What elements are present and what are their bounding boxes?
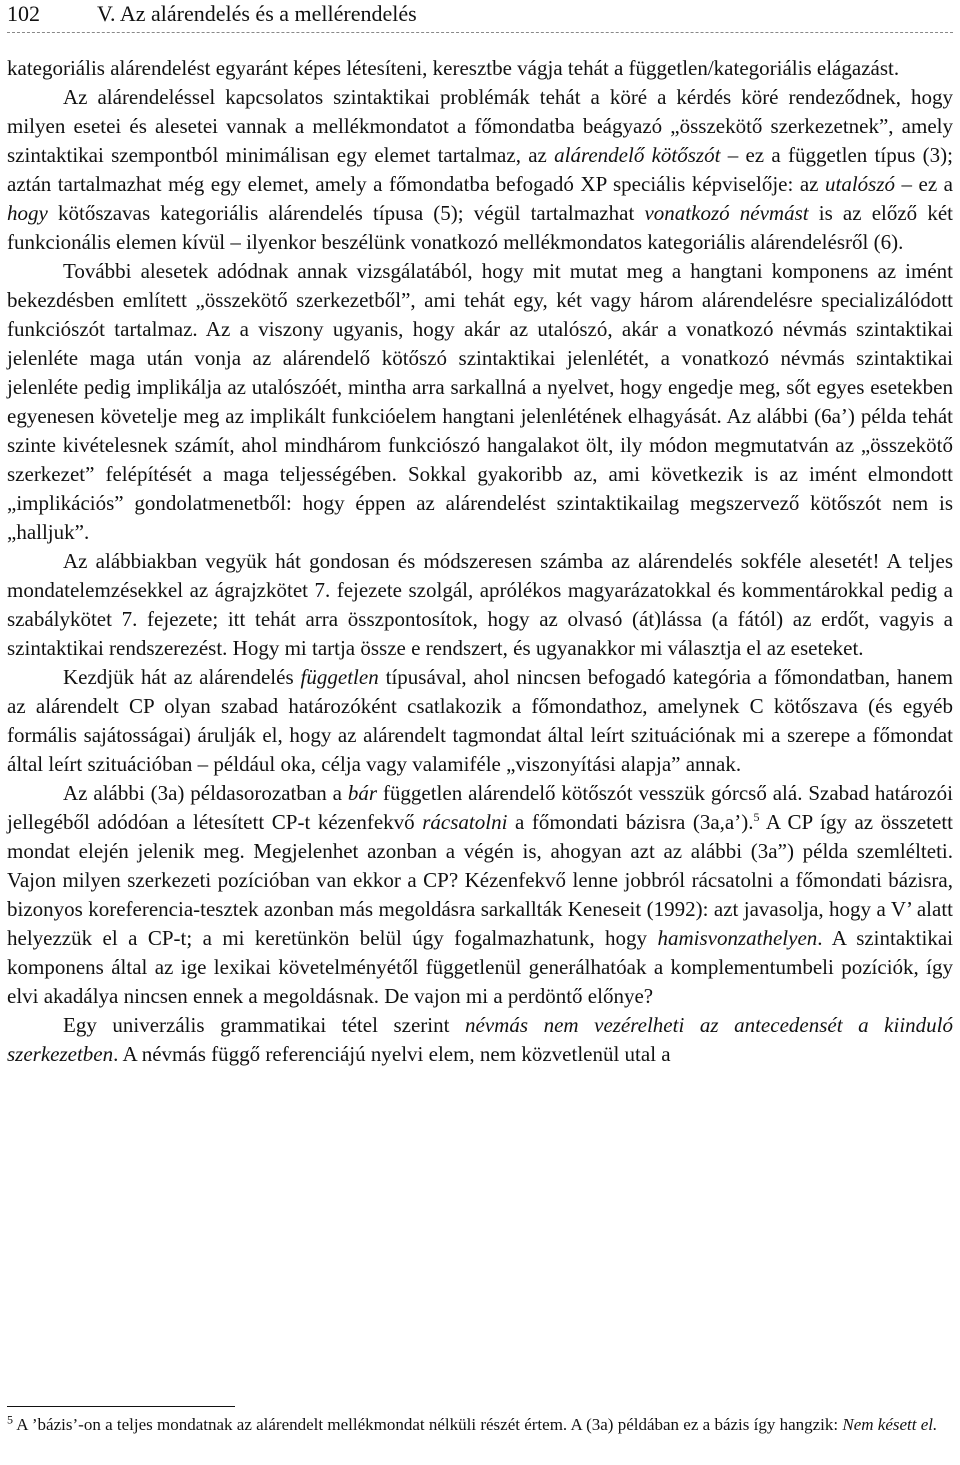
text-run: is az előző két funkcionális elemen kívül – ilyenkor beszélünk vonatkozó mellékmondatos kategoriális alárendelésről (6). <box>7 201 953 254</box>
text-run: Kezdjük hát az alárendelés <box>63 665 301 689</box>
paragraph <box>7 547 953 663</box>
paragraph <box>7 663 953 779</box>
italic-term: Nem késett el. <box>842 1415 938 1434</box>
italic-term: vonatkozó névmást <box>644 201 809 225</box>
italic-term: rácsatolni <box>422 810 508 834</box>
text-run: – ez a <box>895 172 953 196</box>
text-run: típusával, ahol nincsen befogadó kategória a főmondatban, hanem az alárendelt CP olyan szabad határozóként csatlakozik a főmondathoz, amelynek C kötőszava (és egyéb formális sajátosságai) árulják el, hogy az alárendelt tagmondat által leírt szituációnak mi a szerepe a főmondat által leírt szituációban – például oka, célja vagy valamiféle „viszonyítási alapja” annak. <box>7 665 953 776</box>
italic-term: független <box>300 665 379 689</box>
header-rule <box>7 32 953 33</box>
page-body <box>7 54 953 1069</box>
paragraph <box>7 1011 953 1069</box>
footnote-rule <box>7 1406 235 1407</box>
italic-term: hogy <box>7 201 48 225</box>
text-run: A CP így az összetett mondat elején jelenik meg. Megjelenhet azonban a végén is, ahogyan azt az alábbi (3a”) példa szemlélteti. Vajon milyen szerkezeti pozícióban van ekkor a CP? Kézenfekvő lenne jobbról rácsatolni a főmondati bázisra, bizonyos koreferencia-tesztek azonban más megoldásra sarkallták Keneseit (1992): azt javasolja, hogy a V’ alatt helyezzük el a CP-t; a mi keretünkön belül úgy fogalmazhatunk, hogy <box>7 810 953 950</box>
paragraph <box>7 83 953 257</box>
text-run: . A névmás függő referenciájú nyelvi elem, nem közvetlenül utal a <box>113 1042 671 1066</box>
chapter-title: V. Az alárendelés és a mellérendelés <box>97 1 417 26</box>
footnote-marker: 5 <box>7 1412 13 1427</box>
paragraph <box>7 779 953 1011</box>
text-run: Az alárendeléssel kapcsolatos szintaktikai problémák tehát a köré a kérdés köré rendeződnek, hogy milyen esetei és alesetei vannak a mellékmondatot a főmondatba beágyazó „összekötő szerkezetnek”, amely szintaktikai szempontból minimálisan egy elemet tartalmaz, az <box>7 85 953 167</box>
footnote-reference[interactable]: 5 <box>753 810 760 824</box>
text-run: kötőszavas kategoriális alárendelés típusa (5); végül tartalmazhat <box>47 201 645 225</box>
text-run: Egy univerzális grammatikai tétel szerint <box>63 1013 466 1037</box>
page-number: 102 <box>7 1 40 26</box>
text-run: a főmondati bázisra (3a,a’). <box>507 810 754 834</box>
paragraph <box>7 54 953 83</box>
text-run: független alárendelő kötőszót vesszük górcső alá. Szabad határozói jellegéből adódóan a létesített CP-t kézenfekvő <box>7 781 953 834</box>
italic-term: névmás nem vezérelheti az antecedensét a kiinduló szerkezetben <box>7 1013 953 1066</box>
text-run: . A szintaktikai komponens által az ige lexikai követelményétől függetlenül generálhatóak a komplementumbeli pozíciók, így elvi akadálya nincsen ennek a megoldásnak. De vajon mi a perdöntő előnye? <box>7 926 953 1008</box>
text-run: Az alábbi (3a) példasorozatban a <box>63 781 348 805</box>
page-header <box>7 0 953 34</box>
text-run: Az alábbiakban vegyük hát gondosan és módszeresen számba az alárendelés sokféle alesetét! A teljes mondatelemzésekkel az ágrajzkötet 7. fejezete szolgál, aprólékos magyarázatokkal és kommentárokkal pedig a szabálykötet 7. fejezete; itt tehát arra összpontosítok, hogy az olvasó (át)lássa (a fától) az erdőt, vagyis a szintaktikai rendszerezést. Hogy mi tartja össze e rendszert, és ugyanakkor mi választja el az eseteket. <box>7 549 953 660</box>
italic-term: alárendelő kötőszót <box>554 143 721 167</box>
text-run: kategoriális alárendelést egyaránt képes létesíteni, keresztbe vágja tehát a független/kategoriális elágazást. <box>7 56 900 80</box>
paragraph <box>7 257 953 547</box>
footnote <box>7 1413 953 1437</box>
text-run: – ez a független típus (3); aztán tartalmazhat még egy elemet, amely a főmondatba befogadó XP speciális képviselője: az <box>7 143 953 196</box>
italic-term: bár <box>347 781 377 805</box>
text-run: A ’bázis’-on a teljes mondatnak az alárendelt mellékmondat nélküli részét értem. A (3a) példában ez a bázis így hangzik: <box>13 1415 843 1434</box>
italic-term: utalószó <box>824 172 895 196</box>
text-run: További alesetek adódnak annak vizsgálatából, hogy mit mutat meg a hangtani komponens az imént bekezdésben említett „összekötő szerkezetből”, ami tehát egy, két vagy három alárendelésre specializálódott funkciószót tartalmaz. Az a viszony ugyanis, hogy akár az utalószó, akár a vonatkozó névmás szintaktikai jelenléte maga után vonja az alárendelő kötőszó szintaktikai jelenlétét, a vonatkozó névmás szintaktikai jelenléte pedig implikálja az utalószóét, mintha arra sarkallná a nyelvet, hogy engedje meg, sőt egyes esetekben egyenesen követelje meg az implikált funkcióelem hangtani jelenlétének elhagyását. Az alábbi (6a’) példa tehát szinte kivételesnek számít, ahol mindhárom funkciószó hangalakot ölt, ily módon megmutatván az „összekötő szerkezet” felépítését a maga teljességében. Sokkal gyakoribb az, ami következik is az imént elmondott „implikációs” gondolatmenetből: hogy éppen az alárendelést szintaktikailag megszervező kötőszót nem is „halljuk”. <box>7 259 953 544</box>
italic-term: hamisvonzathelyen <box>657 926 818 950</box>
